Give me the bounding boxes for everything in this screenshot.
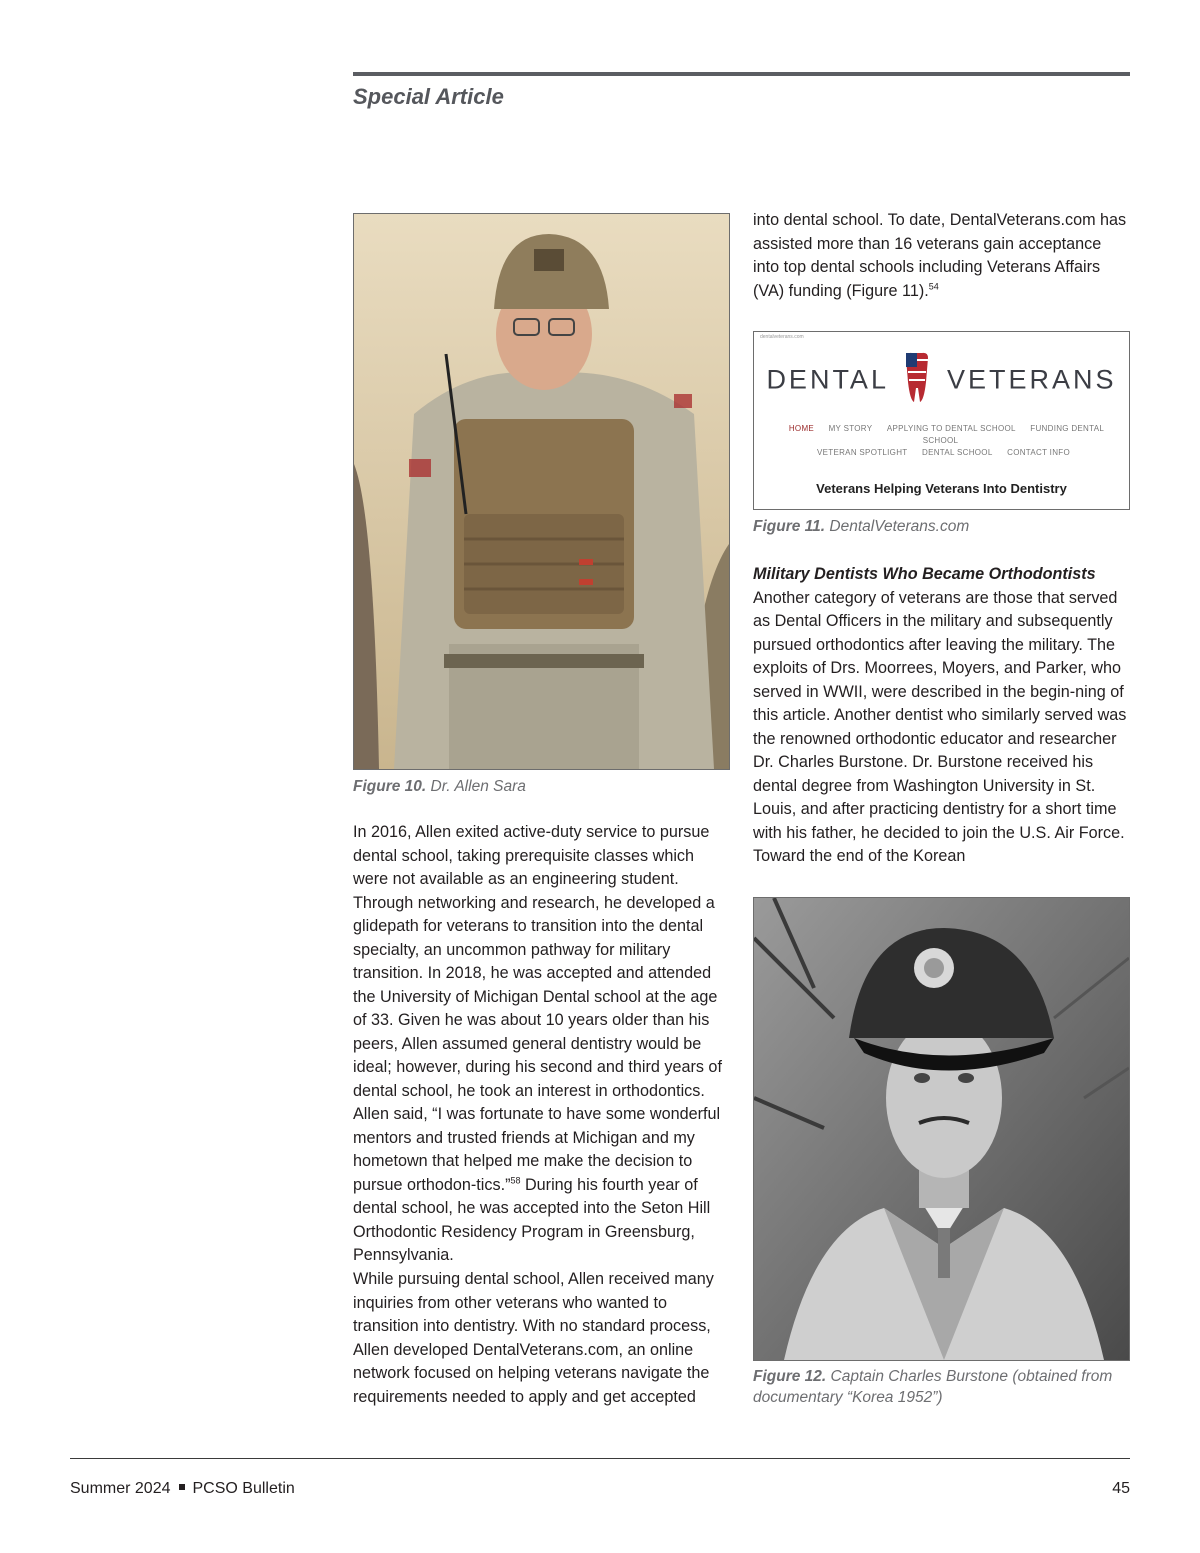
footer-publication: PCSO Bulletin	[192, 1480, 295, 1497]
square-bullet-icon	[179, 1484, 185, 1490]
website-nav-row-2	[766, 447, 1121, 459]
figure-12-label: Figure 12.	[753, 1368, 827, 1385]
footer-issue-info	[70, 1480, 295, 1498]
subheading: Military Dentists Who Became Orthodontists	[753, 565, 1096, 583]
tooth-flag-logo-icon	[904, 352, 930, 411]
logo-text-left: DENTAL	[766, 364, 888, 395]
figure-11-website-screenshot	[753, 331, 1130, 510]
figure-11-caption-text: DentalVeterans.com	[829, 518, 970, 535]
section-label: Special Article	[353, 84, 504, 109]
body-paragraph-right-1	[753, 209, 1131, 303]
nav-item-my-story: MY STORY	[828, 424, 873, 433]
figure-10-label: Figure 10.	[353, 778, 427, 795]
body-paragraph-right-2	[753, 563, 1131, 869]
nav-item-veteran-spotlight: VETERAN SPOTLIGHT	[817, 448, 908, 457]
body-text: During his fourth year of dental school, he was accepted into the Seton Hill Orthodontic Residency Program in Greensburg, Pennsylvania.	[353, 1175, 711, 1264]
figure-12-caption	[753, 1366, 1133, 1408]
page-number: 45	[1112, 1480, 1130, 1497]
website-tagline: Veterans Helping Veterans Into Dentistry	[816, 481, 1067, 496]
nav-item-contact: CONTACT INFO	[1007, 448, 1070, 457]
citation-ref: 54	[928, 281, 939, 292]
body-paragraph-left-1	[353, 821, 731, 1268]
body-text: into dental school. To date, DentalVeterans.com has assisted more than 16 veterans gain acceptance into top dental schools including Veterans Affairs (VA) funding (Figure 11).	[753, 211, 1127, 300]
logo-text-right: VETERANS	[947, 364, 1117, 395]
figure-10-caption-text: Dr. Allen Sara	[430, 778, 526, 795]
figure-12-caption-text: Captain Charles Burstone (obtained from documentary “Korea 1952”)	[753, 1368, 1113, 1406]
nav-item-home: HOME	[788, 424, 815, 433]
figure-10-photo	[353, 213, 730, 770]
body-paragraph-left-2	[353, 1268, 731, 1409]
officer-portrait-illustration	[754, 898, 1129, 1360]
nav-item-dental-school: DENTAL SCHOOL	[922, 448, 993, 457]
footer-rule	[70, 1458, 1130, 1459]
figure-10-caption	[353, 776, 733, 797]
nav-item-funding: FUNDING DENTAL SCHOOL	[922, 424, 1105, 445]
website-nav	[766, 423, 1121, 459]
figure-12-photo	[753, 897, 1130, 1361]
website-url: dentalveterans.com	[760, 334, 804, 340]
body-text: In 2016, Allen exited active-duty service to pursue dental school, taking prerequisite classes which were not available as an engineering student. Through networking and research, he developed a glidepath for veterans to transition into the dental specialty, an uncommon pathway for military transition. In 2018, he was accepted and attended the University of Michigan Dental school at the age of 33. Given he was about 10 years older than his peers, Allen assumed general dentistry would be ideal; however, during his second and third years of dental school, he took an interest in orthodontics. Allen said, “I was fortunate to have some wonderful mentors and trusted friends at Michigan and my hometown that helped me make the decision to pursue orthodon-tics.”	[353, 823, 722, 1194]
soldier-photo-illustration	[354, 214, 729, 769]
body-text: While pursuing dental school, Allen received many inquiries from other veterans who wanted to transition into dentistry. With no standard process, Allen developed DentalVeterans.com, an online network focused on helping veterans navigate the requirements needed to apply and get accepted	[353, 1270, 714, 1406]
figure-11-caption	[753, 516, 1133, 537]
citation-ref: 58	[510, 1175, 521, 1186]
website-logo	[754, 352, 1129, 411]
body-text: Another category of veterans are those that served as Dental Officers in the military and subsequently pursued orthodontics after leaving the military. The exploits of Drs. Moorrees, Moyers, and Parker, who served in WWII, were described in the begin-ning of this article. Another dentist who similarly served was the renowned orthodontic educator and researcher Dr. Charles Burstone. Dr. Burstone received his dental degree from Washington University in St. Louis, and after practicing dentistry for a short time with his father, he decided to join the U.S. Air Force. Toward the end of the Korean	[753, 588, 1127, 865]
header-rule	[353, 72, 1130, 76]
nav-item-applying: APPLYING TO DENTAL SCHOOL	[886, 424, 1016, 433]
footer-issue: Summer 2024	[70, 1480, 171, 1497]
figure-11-label: Figure 11.	[753, 518, 826, 535]
website-nav-row-1	[766, 423, 1121, 447]
